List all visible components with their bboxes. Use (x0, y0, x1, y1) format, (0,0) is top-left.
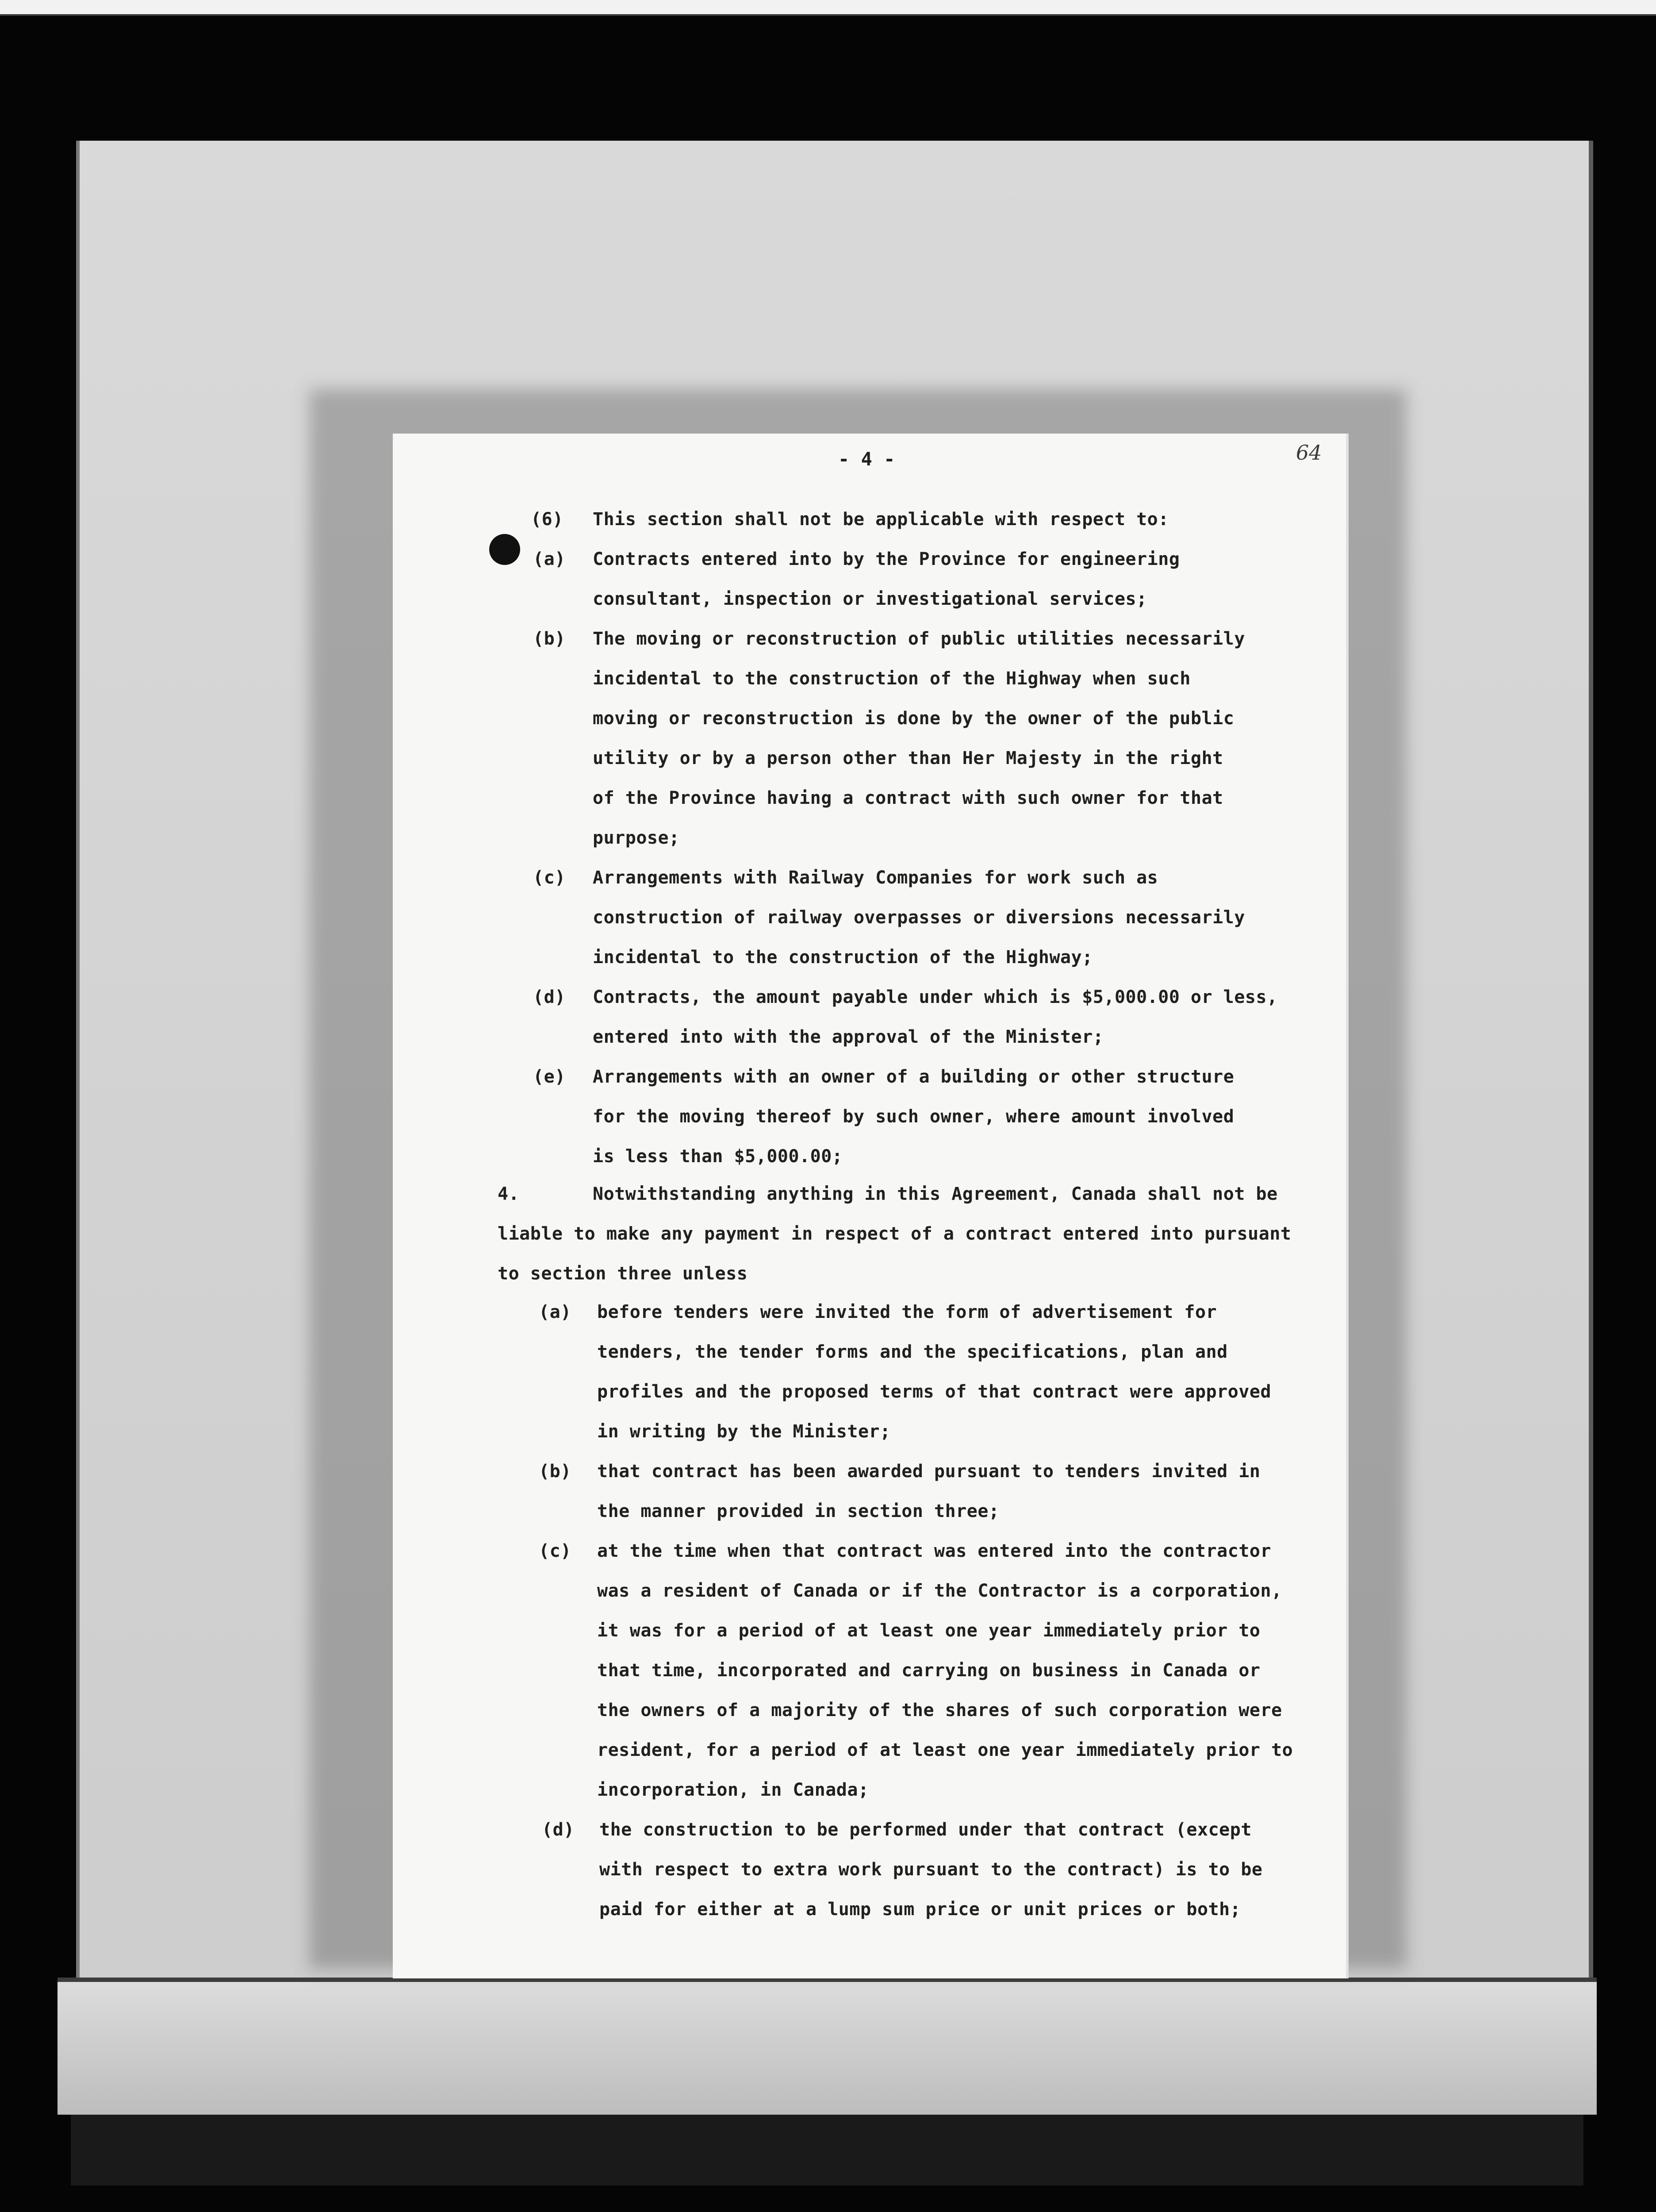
clause-line: construction of railway overpasses or diversions necessarily (593, 907, 1245, 928)
clause-label: (a) (533, 549, 566, 569)
clause-line: Contracts entered into by the Province for engineering (593, 549, 1180, 569)
paragraph-line: to section three unless (498, 1263, 748, 1284)
clause-line: tenders, the tender forms and the specifications, plan and (597, 1342, 1228, 1362)
clause-line: with respect to extra work pursuant to the contract) is to be (599, 1859, 1263, 1880)
clause-label: (c) (539, 1541, 571, 1561)
clause-line: is less than $5,000.00; (593, 1146, 843, 1167)
clause-label: (b) (539, 1461, 571, 1482)
folio-note: 64 (1296, 441, 1322, 465)
clause-line: the owners of a majority of the shares of such corporation were (597, 1700, 1282, 1720)
clause-line: incidental to the construction of the Highway; (593, 947, 1093, 968)
clause-line: The moving or reconstruction of public utilities necessarily (593, 629, 1245, 649)
film-bottom-edge (71, 2115, 1583, 2185)
section-number: 4. (498, 1184, 520, 1204)
clause-line: resident, for a period of at least one year immediately prior to (597, 1740, 1293, 1760)
clause-line: Arrangements with Railway Companies for work such as (593, 868, 1158, 888)
clause-label: (d) (542, 1820, 575, 1840)
clause-line: entered into with the approval of the Minister; (593, 1027, 1104, 1047)
lower-backing-strip (58, 1978, 1597, 2115)
paragraph-line: liable to make any payment in respect of a contract entered into pursuant (498, 1224, 1292, 1244)
film-top-edge (0, 0, 1656, 16)
clause-line: Contracts, the amount payable under which is $5,000.00 or less, (593, 987, 1278, 1007)
clause-line: the manner provided in section three; (597, 1501, 1000, 1521)
subsection-intro: This section shall not be applicable with respect to: (593, 509, 1169, 530)
clause-line: it was for a period of at least one year immediately prior to (597, 1621, 1261, 1641)
clause-line: before tenders were invited the form of advertisement for (597, 1302, 1217, 1322)
clause-label: (b) (533, 629, 566, 649)
clause-line: incorporation, in Canada; (597, 1780, 869, 1800)
page-number: - 4 - (838, 448, 895, 470)
clause-label: (c) (533, 868, 566, 888)
clause-line: Arrangements with an owner of a building or other structure (593, 1067, 1234, 1087)
clause-line: moving or reconstruction is done by the owner of the public (593, 708, 1234, 729)
subsection-label: (6) (531, 509, 564, 530)
clause-label: (a) (539, 1302, 571, 1322)
clause-line: purpose; (593, 828, 680, 848)
clause-line: incidental to the construction of the Highway when such (593, 668, 1191, 689)
clause-line: that contract has been awarded pursuant to tenders invited in (597, 1461, 1261, 1482)
clause-label: (d) (533, 987, 566, 1007)
punch-hole (489, 534, 520, 565)
clause-line: was a resident of Canada or if the Contractor is a corporation, (597, 1581, 1282, 1601)
clause-line: the construction to be performed under that contract (except (599, 1820, 1252, 1840)
clause-line: in writing by the Minister; (597, 1421, 891, 1442)
clause-line: utility or by a person other than Her Majesty in the right (593, 748, 1223, 768)
clause-line: at the time when that contract was entered into the contractor (597, 1541, 1272, 1561)
clause-line: that time, incorporated and carrying on business in Canada or (597, 1660, 1261, 1681)
clause-line: consultant, inspection or investigational services; (593, 589, 1147, 609)
clause-line: profiles and the proposed terms of that contract were approved (597, 1382, 1272, 1402)
clause-line: for the moving thereof by such owner, where amount involved (593, 1106, 1234, 1127)
clause-label: (e) (533, 1067, 566, 1087)
clause-line: paid for either at a lump sum price or unit prices or both; (599, 1899, 1241, 1920)
clause-line: of the Province having a contract with such owner for that (593, 788, 1223, 808)
paragraph-line: Notwithstanding anything in this Agreement, Canada shall not be (593, 1184, 1278, 1204)
